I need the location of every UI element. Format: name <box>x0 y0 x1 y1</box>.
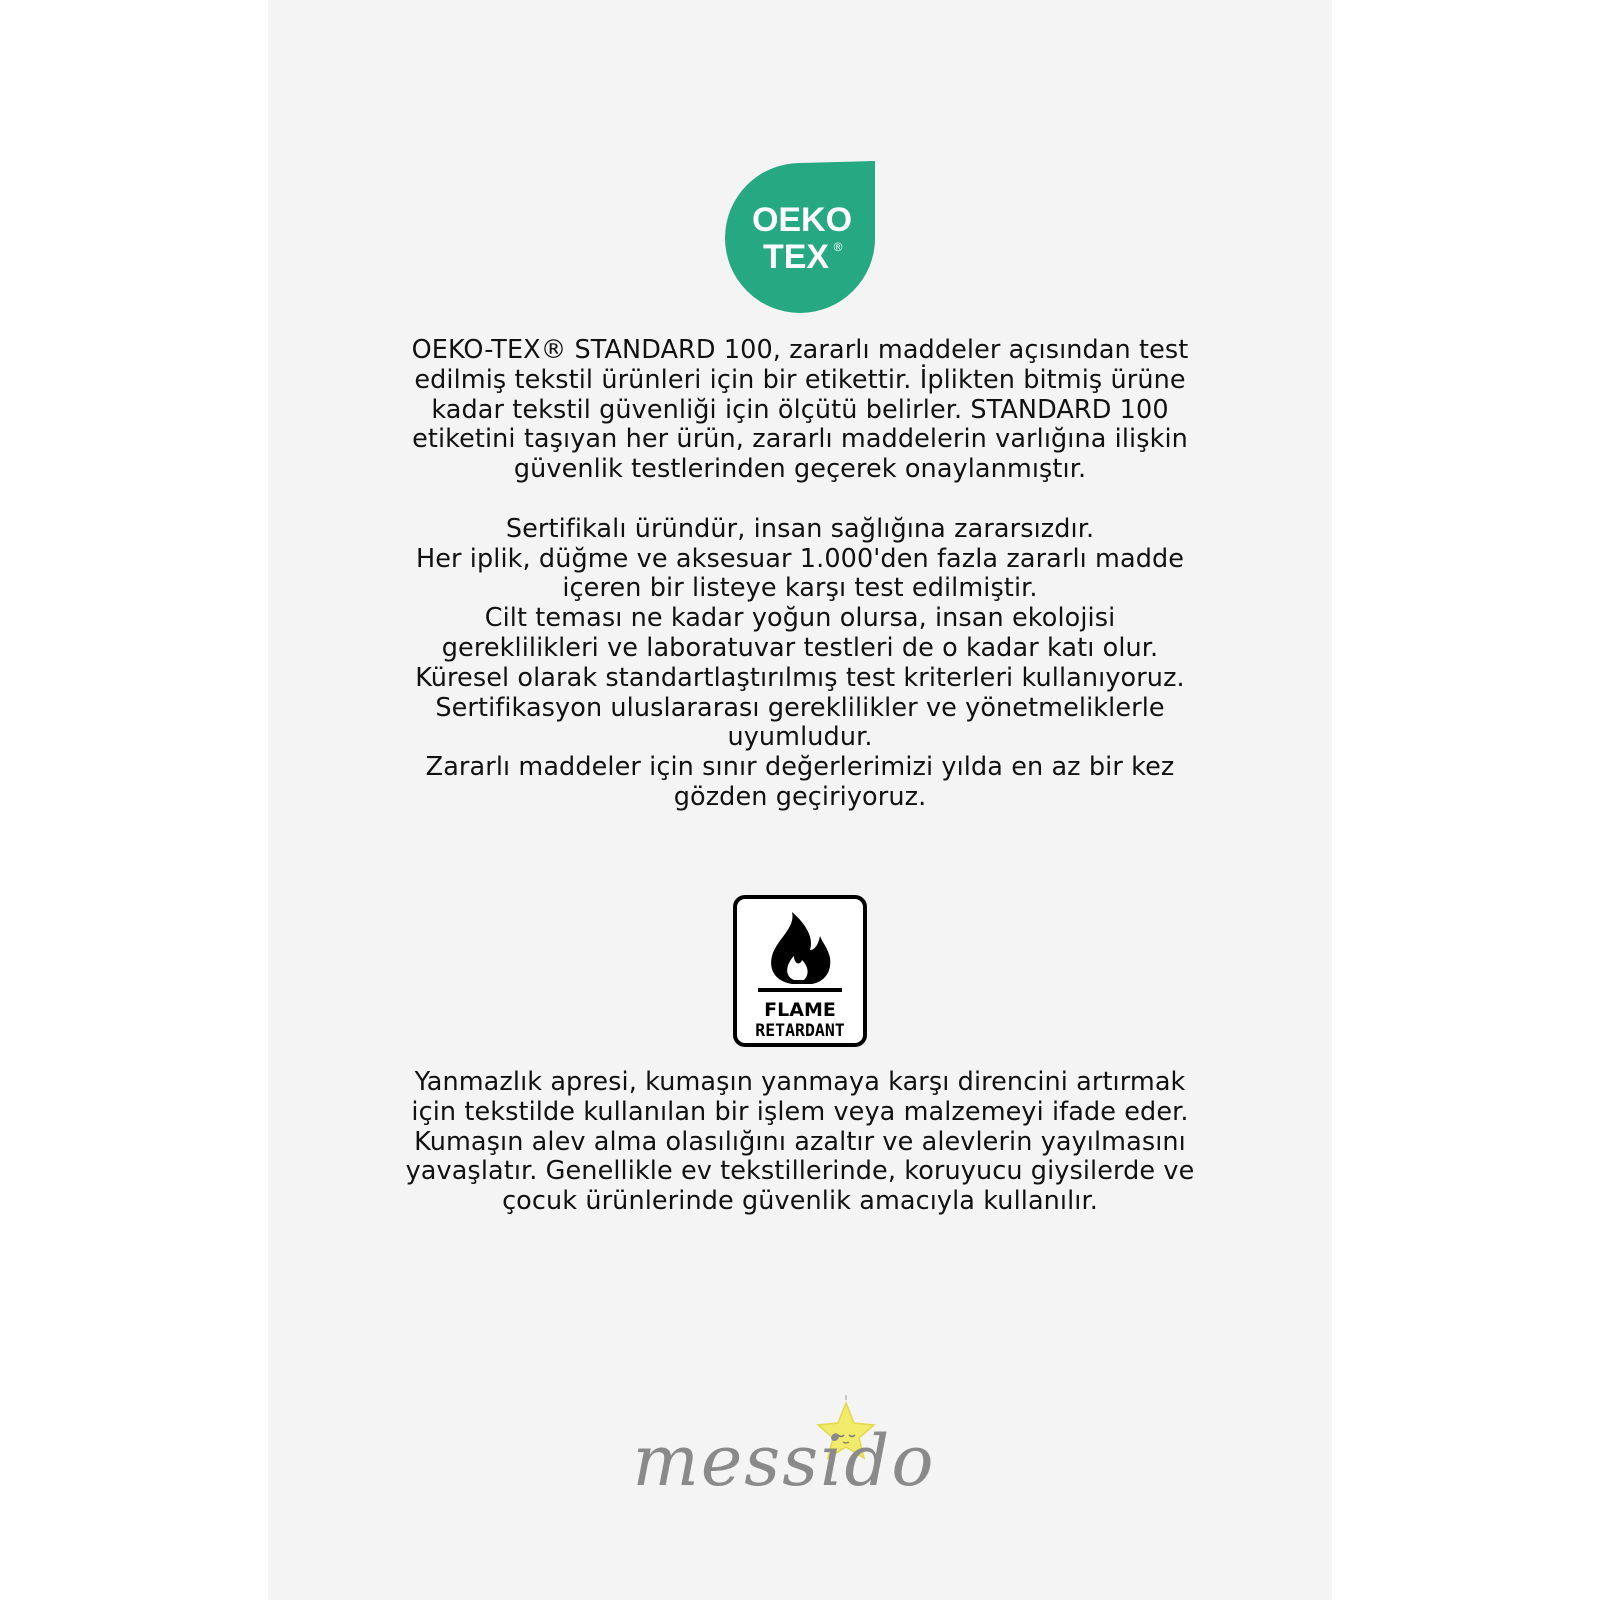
product-info-panel <box>268 0 1332 1600</box>
certification-line: içeren bir listeye karşı test edilmiştir. <box>562 573 1038 604</box>
registered-mark: ® <box>833 240 843 254</box>
flame-description-line: Kumaşın alev alma olasılığını azaltır ve alevlerin yayılmasını <box>414 1126 1186 1157</box>
certification-line: Sertifikalı üründür, insan sağlığına zararsızdır. <box>505 513 1095 544</box>
certification-line: Küresel olarak standartlaştırılmış test kriterleri kullanıyoruz. <box>415 662 1185 693</box>
flame-description-line: için tekstilde kullanılan bir işlem veya malzemeyi ifade eder. <box>411 1096 1189 1127</box>
oeko-description-line: etiketini taşıyan her ürün, zararlı maddelerin varlığına ilişkin <box>412 424 1188 455</box>
flame-description-line: yavaşlatır. Genellikle ev tekstillerinde, koruyucu giysilerde ve <box>405 1156 1195 1187</box>
brand-name: messido <box>632 1420 936 1502</box>
oeko-description-line: OEKO-TEX® STANDARD 100, zararlı maddeler açısından test <box>411 335 1189 365</box>
messido-logo <box>598 1395 978 1510</box>
certification-line: Cilt teması ne kadar yoğun olursa, insan ekolojisi <box>484 603 1116 634</box>
oeko-description-line: güvenlik testlerinden geçerek onaylanmıştır. <box>513 454 1087 485</box>
certification-line: Zararlı maddeler için sınır değerlerimizi yılda en az bir kez <box>425 752 1175 783</box>
certification-line: Sertifikasyon uluslararası gereklilikler ve yönetmeliklerle <box>435 692 1165 723</box>
oeko-description-line: kadar tekstil güvenliği için ölçütü belirler. STANDARD 100 <box>431 394 1169 425</box>
flame-description-line: Yanmazlık apresi, kumaşın yanmaya karşı direncini artırmak <box>414 1067 1186 1097</box>
flame-badge-line2: RETARDANT <box>755 1021 845 1040</box>
oeko-logo-line1: OEKO <box>751 201 853 239</box>
paragraph-gap <box>328 485 1272 515</box>
certification-line: gözden geçiriyoruz. <box>673 781 927 812</box>
oeko-logo-line2: TEX <box>762 238 830 276</box>
flame-description-line: çocuk ürünlerinde güvenlik amacıyla kullanılır. <box>502 1186 1098 1217</box>
certification-line: gereklilikleri ve laboratuvar testleri de o kadar katı olur. <box>441 632 1159 663</box>
flame-underline <box>758 988 842 992</box>
oeko-description-line: edilmiş tekstil ürünleri için bir etikettir. İplikten bitmiş ürüne <box>414 364 1186 395</box>
certification-line: uyumludur. <box>727 722 873 753</box>
flame-retardant-badge <box>732 894 868 1053</box>
certification-line: Her iplik, düğme ve aksesuar 1.000'den fazla zararlı madde <box>415 543 1185 574</box>
flame-description <box>328 1068 1272 1217</box>
flame-badge-line1: FLAME <box>764 999 836 1021</box>
oeko-tex-logo <box>725 161 879 320</box>
oeko-description <box>328 336 1272 813</box>
